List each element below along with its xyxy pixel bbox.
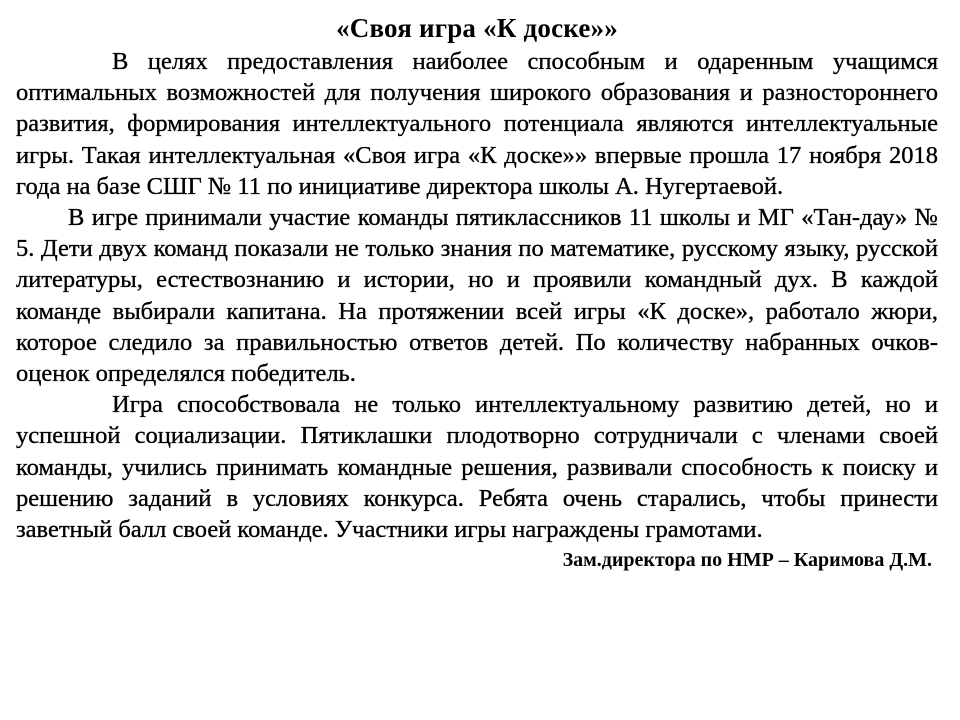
paragraph-3: Игра способствовала не только интеллектуальному развитию детей, но и успешной социализации. Пятиклашки плодотворно сотрудничали с членами своей команды, учились принимать командные решения, развивали способность к поиску и решению заданий в условиях конкурса. Ребята очень старались, чтобы принести заветный балл своей команде. Участники игры награждены грамотами. bbox=[16, 391, 938, 544]
signature: Зам.директора по НМР – Каримова Д.М. bbox=[562, 549, 932, 572]
document-page bbox=[16, 12, 938, 575]
paragraph-2: В игре принимали участие команды пятиклассников 11 школы и МГ «Тан-дау» № 5. Дети двух команд показали не только знания по математике, русскому языку, русской литературы, естествознанию и истории, но и проявили командный дух. В каждой команде выбирали капитана. На протяжении всей игры «К доске», работало жюри, которое следило за правильностью ответов детей. По количеству набранных очков-оценок определялся победитель. bbox=[16, 204, 938, 388]
paragraph-1: В целях предоставления наиболее способным и одаренным учащимся оптимальных возможностей для получения широкого образования и разностороннего развития, формирования интеллектуального потенциала являются интеллектуальные игры. Такая интеллектуальная «Своя игра «К доске»» впервые прошла 17 ноября 2018 года на базе СШГ № 11 по инициативе директора школы А. Нугертаевой. bbox=[16, 48, 938, 200]
document-title: «Своя игра «К доске»» bbox=[336, 13, 618, 43]
